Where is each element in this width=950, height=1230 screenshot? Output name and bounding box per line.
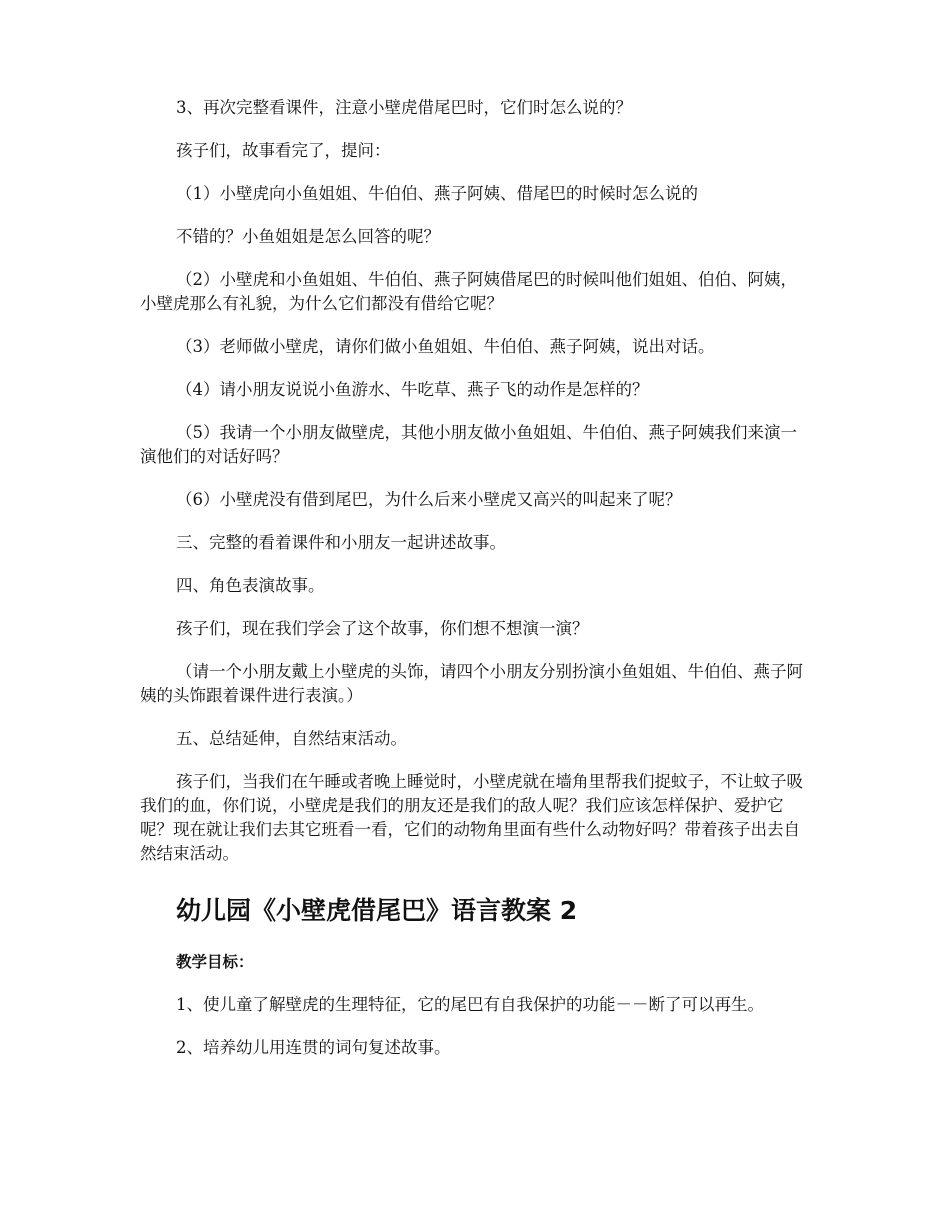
subheading-teaching-goals: 教学目标： bbox=[176, 953, 254, 971]
paragraph: 2、培养幼儿用连贯的词句复述故事。 bbox=[176, 1038, 451, 1057]
paragraph: 不错的？小鱼姐姐是怎么回答的呢？ bbox=[176, 227, 440, 246]
paragraph: （2）小壁虎和小鱼姐姐、牛伯伯、燕子阿姨借尾巴的时候叫他们姐姐、伯伯、阿姨，小壁虎那么有礼貌，为什么它们都没有借给它呢？ bbox=[140, 270, 797, 313]
paragraph: （6）小壁虎没有借到尾巴，为什么后来小壁虎又高兴的叫起来了呢？ bbox=[176, 490, 682, 509]
document-body bbox=[140, 96, 812, 1060]
paragraph: （1）小壁虎向小鱼姐姐、牛伯伯、燕子阿姨、借尾巴的时候时怎么说的 bbox=[176, 184, 698, 203]
paragraph: 3、再次完整看课件，注意小壁虎借尾巴时，它们时怎么说的？ bbox=[176, 98, 632, 117]
paragraph: 四、角色表演故事。 bbox=[176, 576, 325, 595]
paragraph: 五、总结延伸，自然结束活动。 bbox=[176, 729, 407, 748]
paragraph: 孩子们，当我们在午睡或者晚上睡觉时，小壁虎就在墙角里帮我们捉蚊子，不让蚊子吸我们的血，你们说，小壁虎是我们的朋友还是我们的敌人呢？我们应该怎样保护、爱护它呢？现在就让我们去其它班看一看，它们的动物角里面有些什么动物好吗？带着孩子出去自然结束活动。 bbox=[140, 772, 803, 863]
paragraph: 1、使儿童了解壁虎的生理特征，它的尾巴有自我保护的功能－－断了可以再生。 bbox=[176, 995, 764, 1014]
paragraph: （5）我请一个小朋友做壁虎，其他小朋友做小鱼姐姐、牛伯伯、燕子阿姨我们来演一演他们的对话好吗？ bbox=[140, 423, 797, 466]
paragraph: 三、完整的看着课件和小朋友一起讲述故事。 bbox=[176, 533, 506, 552]
section-heading: 幼儿园《小壁虎借尾巴》语言教案 2 bbox=[176, 896, 578, 925]
paragraph: （4）请小朋友说说小鱼游水、牛吃草、燕子飞的动作是怎样的？ bbox=[176, 380, 649, 399]
paragraph: 孩子们，故事看完了，提问： bbox=[176, 141, 391, 160]
paragraph: （3）老师做小壁虎，请你们做小鱼姐姐、牛伯伯、燕子阿姨，说出对话。 bbox=[176, 337, 715, 356]
paragraph: （请一个小朋友戴上小壁虎的头饰，请四个小朋友分别扮演小鱼姐姐、牛伯伯、燕子阿姨的头饰跟着课件进行表演。） bbox=[140, 662, 803, 705]
paragraph: 孩子们，现在我们学会了这个故事，你们想不想演一演？ bbox=[176, 619, 589, 638]
